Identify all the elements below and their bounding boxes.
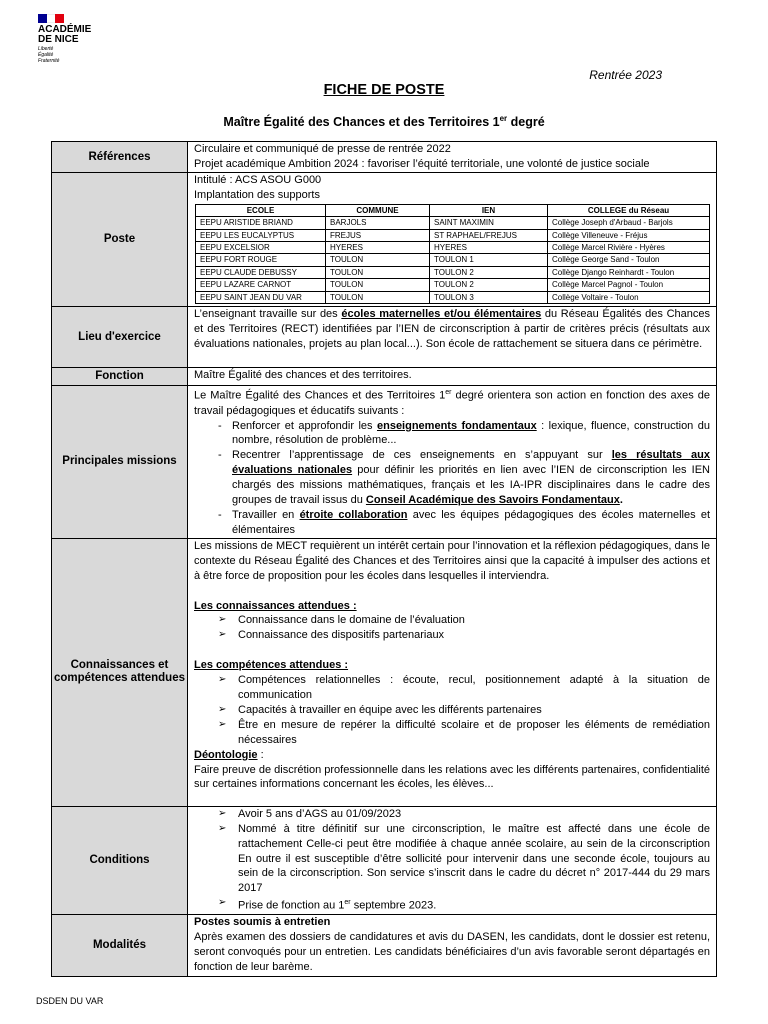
arrow-bullet-icon: ➢ (218, 703, 227, 715)
label-competences: Connaissances et compétences attendues (52, 538, 188, 806)
arrow-bullet-icon: ➢ (218, 674, 227, 686)
supports-header-row: ECOLE COMMUNE IEN COLLEGE du Réseau (196, 204, 710, 216)
list-item: ➢ Avoir 5 ans d’AGS au 01/09/2023 (194, 807, 710, 822)
poste-intitule: Intitulé : ACS ASOU G000 (194, 174, 322, 186)
table-row: EEPU LAZARE CARNOT TOULON TOULON 2 Collège Marcel Pagnol - Toulon (196, 279, 710, 291)
french-flag-icon (38, 14, 64, 23)
content-competences: Les missions de MECT requièrent un intérêt certain pour l’innovation et la réflexion pédagogiques, dans le contexte du Réseau Égalité des Chances et des Territoires ainsi que la capacité à impulser des actions et à être force de proposition pour les écoles dans lesquelles il interviendra. Les connaissances attendues : ➢ Connaissance dans le domaine de l’évaluation ➢ Connaissance des dispositifs partenariaux Les compétences attendues : ➢ Compétences relationnelles : écoute, recul, positionnement adapté à la situation de communication ➢ Capacités à travailler en équipe avec les différents partenaires ➢ Être en mesure de repérer la difficulté scolaire et de proposer les éléments de remédiation nécessaires Déontologie : Faire preuve de discrétion professionnelle dans les relations avec les différents partenaires, confidentialité sur certaines informations concernant les écoles, les élèves... (188, 538, 717, 806)
list-item: ➢ Prise de fonction au 1er septembre 2023. (194, 896, 710, 914)
arrow-bullet-icon: ➢ (218, 629, 227, 641)
table-row: EEPU FORT ROUGE TOULON TOULON 1 Collège George Sand - Toulon (196, 254, 710, 266)
arrow-bullet-icon: ➢ (218, 807, 227, 819)
arrow-bullet-icon: ➢ (218, 822, 227, 834)
logo-line2: DE NICE (38, 34, 79, 45)
label-fonction: Fonction (52, 368, 188, 386)
list-item: ➢ Connaissance dans le domaine de l’évaluation (194, 613, 710, 628)
list-item: ➢ Être en mesure de repérer la difficulté scolaire et de proposer les éléments de remédiation nécessaires (194, 718, 710, 748)
row-references (52, 142, 717, 173)
deontologie-title: Déontologie (194, 748, 258, 761)
list-item: ➢ Compétences relationnelles : écoute, recul, positionnement adapté à la situation de communication (194, 673, 710, 703)
row-lieu (52, 307, 717, 368)
content-missions: Le Maître Égalité des Chances et des Territoires 1er degré orientera son action en fonction des axes de travail pédagogiques et éducatifs suivants : - Renforcer et approfondir les enseignements fondamentaux : lexique, fluence, construction du nombre, résolution de problème... - Recentrer l’apprentissage de ces enseignements en s’appuyant sur les résultats aux évaluations nationales pour définir les priorités en lien avec l’IEN de circonscription les IEN chargés des missions mathématiques, français et les IA-IPR disciplinaires dans le cadre des groupes de travail issus du Conseil Académique des Savoirs Fondamentaux. - Travailler en étroite collaboration avec les équipes pédagogiques des écoles maternelles et élémentaires (188, 386, 717, 539)
table-row: EEPU CLAUDE DEBUSSY TOULON TOULON 2 Collège Django Reinhardt - Toulon (196, 266, 710, 278)
page-title: FICHE DE POSTE (323, 82, 445, 98)
competences-title: Les compétences attendues : (194, 659, 349, 672)
content-modalites: Postes soumis à entretien Après examen des dossiers de candidatures et avis du DASEN, les candidats, dont le dossier est retenu, seront convoqués pour un entretien. Les candidats bénéficiaires d’un avis favorable seront départagés en fonction de leur barème. (188, 914, 717, 976)
row-conditions (52, 806, 717, 914)
content-conditions (188, 806, 717, 914)
page-subtitle: Maître Égalité des Chances et des Territoires 1er degré (223, 114, 545, 130)
table-row: EEPU LES EUCALYPTUS FREJUS ST RAPHAEL/FREJUS Collège Villeneuve - Fréjus (196, 229, 710, 241)
content-poste (188, 173, 717, 307)
row-poste (52, 173, 717, 307)
label-lieu: Lieu d'exercice (52, 307, 188, 368)
list-item: - Recentrer l’apprentissage de ces enseignements en s’appuyant sur les résultats aux évaluations nationales pour définir les priorités en lien avec l’IEN de circonscription les IEN chargés des missions mathématiques, français et les IA-IPR disciplinaires dans le cadre des groupes de travail issus du Conseil Académique des Savoirs Fondamentaux. (218, 449, 711, 507)
row-fonction (52, 368, 717, 386)
table-row: EEPU ARISTIDE BRIAND BARJOLS SAINT MAXIMIN Collège Joseph d'Arbaud - Barjols (196, 217, 710, 229)
fiche-table (51, 141, 717, 977)
list-item: - Travailler en étroite collaboration avec les équipes pédagogiques des écoles maternelles et élémentaires (218, 508, 710, 536)
label-poste: Poste (52, 173, 188, 307)
label-modalites: Modalités (52, 914, 188, 976)
label-missions: Principales missions (52, 386, 188, 539)
row-competences (52, 538, 717, 806)
rentree-label: Rentrée 2023 (589, 68, 662, 82)
label-references: Références (52, 142, 188, 173)
content-references: Circulaire et communiqué de presse de rentrée 2022 Projet académique Ambition 2024 : favoriser l’équité territoriale, une volonté de justice sociale (188, 142, 717, 173)
list-item: - Renforcer et approfondir les enseignements fondamentaux : lexique, fluence, construction du nombre, résolution de problème... (218, 419, 710, 447)
list-item: ➢ Capacités à travailler en équipe avec les différents partenaires (194, 703, 710, 718)
arrow-bullet-icon: ➢ (218, 897, 227, 909)
table-row: EEPU SAINT JEAN DU VAR TOULON TOULON 3 Collège Voltaire - Toulon (196, 291, 710, 303)
row-modalites (52, 914, 717, 976)
label-conditions: Conditions (52, 806, 188, 914)
connaissances-title: Les connaissances attendues : (194, 599, 357, 612)
arrow-bullet-icon: ➢ (218, 614, 227, 626)
arrow-bullet-icon: ➢ (218, 718, 227, 730)
content-lieu: L’enseignant travaille sur des écoles maternelles et/ou élémentaires du Réseau Égalités des Chances et des Territoires (RECT) identifiées par l’IEN de circonscription à partir de critères précis (résultats aux évaluations nationales, projets au plan local...). Son école de rattachement se situera dans ce périmètre. (188, 307, 717, 368)
table-row: EEPU EXCELSIOR HYERES HYERES Collège Marcel Rivière - Hyères (196, 242, 710, 254)
logo-line1: ACADÉMIE (38, 24, 92, 35)
list-item: ➢ Nommé à titre définitif sur une circonscription, le maître est affecté dans une école de rattachement Celle-ci peut être modifiée à chaque année scolaire, au sein de la circonscription En outre il est susceptible d’être sollicité pour intervenir dans une seconde école, toujours au sein de la circonscription. Son service s’inscrit dans le cadre du décret n° 2017-444 du 29 mars 2017 (194, 822, 710, 897)
list-item: ➢ Connaissance des dispositifs partenariaux (194, 628, 710, 643)
row-missions (52, 386, 717, 539)
academie-logo (38, 14, 108, 64)
content-fonction: Maître Égalité des chances et des territoires. (188, 368, 717, 386)
modalites-title: Postes soumis à entretien (194, 915, 331, 928)
logo-motto: Liberté Égalité Fraternité (38, 46, 60, 64)
poste-implantation: Implantation des supports (194, 188, 320, 201)
supports-table (195, 204, 710, 304)
footer-label: DSDEN DU VAR (36, 996, 104, 1006)
